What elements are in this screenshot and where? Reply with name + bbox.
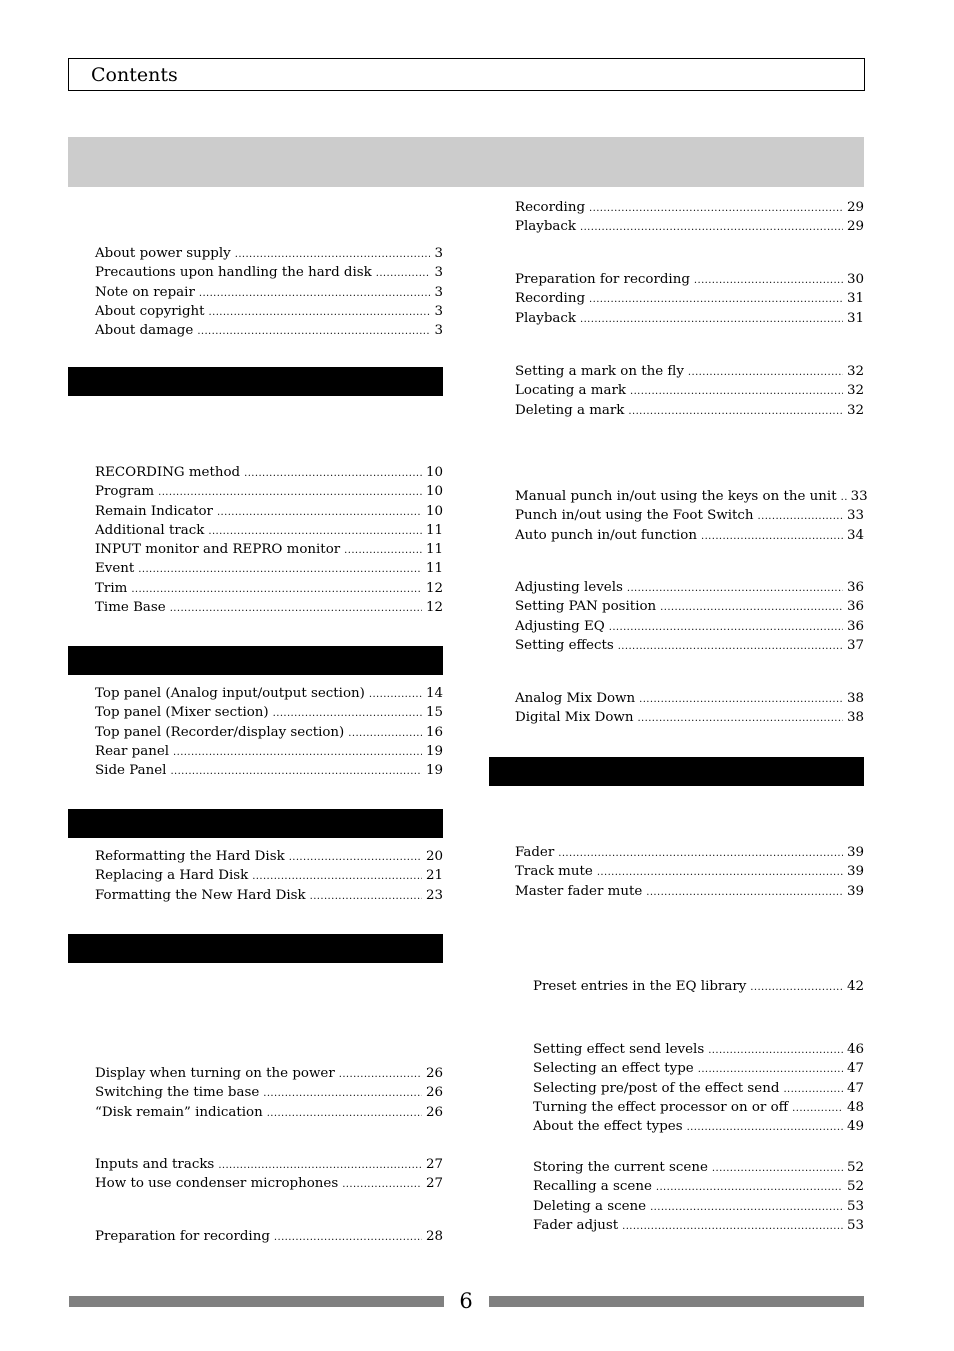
toc-entry <box>533 977 864 996</box>
toc-entry-title: Setting effects <box>515 637 614 653</box>
toc-entry-title: Replacing a Hard Disk <box>95 868 249 884</box>
toc-entry-page: 14 <box>425 686 443 701</box>
toc-leader-dots <box>217 502 422 522</box>
toc-entry <box>515 578 864 597</box>
toc-entry <box>95 684 443 703</box>
toc-entry <box>533 1117 864 1136</box>
toc-entry <box>95 559 443 578</box>
toc-entry-page: 3 <box>434 246 443 261</box>
toc-entry-title: Fader adjust <box>533 1217 619 1233</box>
toc-entry-page: 10 <box>425 503 443 519</box>
toc-leader-dots <box>660 597 843 617</box>
section-bar <box>68 646 443 675</box>
toc-entry-page: 36 <box>846 618 864 634</box>
toc-entry-title: Manual punch in/out using the keys on the unit <box>515 489 837 504</box>
toc-leader-dots <box>694 270 843 290</box>
toc-leader-dots <box>263 1083 422 1103</box>
toc-entry-page: 27 <box>425 1157 443 1172</box>
toc-entry-title: Top panel (Mixer section) <box>95 705 269 721</box>
toc-entry-page: 38 <box>846 710 864 726</box>
toc-entry-title: Playback <box>515 310 577 326</box>
toc-entry-page: 15 <box>425 705 443 721</box>
toc-leader-dots <box>628 401 843 421</box>
toc-entry-title: Master fader mute <box>515 883 643 899</box>
toc-leader-dots <box>650 1197 843 1217</box>
toc-entry-title: RECORDING method <box>95 465 241 480</box>
toc-list <box>515 270 864 328</box>
toc-entry-title: Setting a mark on the fly <box>515 364 684 379</box>
toc-entry-page: 23 <box>425 887 443 903</box>
toc-leader-dots <box>750 977 843 997</box>
toc-leader-dots <box>627 578 843 598</box>
toc-entry <box>95 1083 443 1102</box>
toc-leader-dots <box>637 708 842 728</box>
toc-entry <box>533 1177 864 1196</box>
toc-entry-page: 11 <box>425 542 443 558</box>
section-header-band <box>68 137 864 187</box>
toc-leader-dots <box>218 1155 422 1175</box>
toc-entry-page: 47 <box>846 1080 864 1096</box>
toc-entry-page: 3 <box>434 265 443 281</box>
toc-entry <box>515 526 864 545</box>
toc-leader-dots <box>252 866 422 886</box>
contents-header <box>68 58 865 91</box>
toc-leader-dots <box>580 309 843 329</box>
toc-entry-title: Recording <box>515 291 586 307</box>
toc-entry-page: 33 <box>850 489 868 504</box>
section-bar <box>489 757 864 786</box>
toc-entry <box>515 270 864 289</box>
toc-entry-title: About the effect types <box>533 1119 683 1135</box>
toc-list <box>515 198 864 237</box>
toc-entry-page: 12 <box>425 580 443 596</box>
toc-leader-dots <box>274 1227 422 1247</box>
toc-entry-page: 19 <box>425 763 443 779</box>
toc-entry-page: 19 <box>425 743 443 759</box>
toc-entry-title: Switching the time base <box>95 1085 260 1101</box>
toc-entry-title: Top panel (Recorder/display section) <box>95 724 345 740</box>
toc-entry-page: 29 <box>846 200 864 215</box>
toc-list <box>515 578 864 655</box>
toc-list <box>95 847 443 905</box>
toc-entry-page: 32 <box>846 383 864 399</box>
toc-list <box>515 487 868 545</box>
toc-list <box>533 1040 864 1136</box>
toc-entry <box>95 1103 443 1122</box>
toc-entry <box>95 244 443 263</box>
toc-entry-title: Formatting the New Hard Disk <box>95 887 306 903</box>
toc-entry-page: 39 <box>846 845 864 860</box>
toc-entry-page: 11 <box>425 522 443 538</box>
toc-list <box>95 1227 443 1246</box>
toc-entry-page: 3 <box>434 284 443 300</box>
toc-entry-title: Deleting a scene <box>533 1198 647 1214</box>
toc-list <box>95 244 443 340</box>
toc-leader-dots <box>783 1079 843 1099</box>
toc-entry-page: 30 <box>846 272 864 287</box>
toc-entry-title: How to use condenser microphones <box>95 1176 339 1192</box>
toc-leader-dots <box>712 1158 843 1178</box>
toc-entry <box>533 1216 864 1235</box>
toc-entry <box>95 463 443 482</box>
toc-entry-page: 21 <box>425 868 443 884</box>
toc-entry-page: 46 <box>846 1042 864 1057</box>
toc-entry-title: Fader <box>515 845 555 860</box>
toc-entry-page: 20 <box>425 849 443 864</box>
toc-list <box>533 977 864 996</box>
toc-leader-dots <box>708 1040 843 1060</box>
toc-leader-dots <box>580 217 843 237</box>
toc-entry-page: 32 <box>846 364 864 379</box>
toc-entry-page: 27 <box>425 1176 443 1192</box>
toc-leader-dots <box>688 362 843 382</box>
toc-entry <box>95 886 443 905</box>
toc-entry-title: Preparation for recording <box>515 272 690 287</box>
toc-entry <box>95 321 443 340</box>
toc-entry-title: Recalling a scene <box>533 1179 652 1195</box>
toc-leader-dots <box>170 761 422 781</box>
toc-entry <box>95 482 443 501</box>
toc-entry-title: Setting PAN position <box>515 599 657 615</box>
toc-entry <box>515 289 864 308</box>
toc-leader-dots <box>138 559 422 579</box>
toc-leader-dots <box>376 263 431 283</box>
toc-list <box>95 463 443 617</box>
toc-entry <box>515 597 864 616</box>
toc-entry <box>533 1040 864 1059</box>
toc-entry <box>95 598 443 617</box>
toc-entry <box>515 617 864 636</box>
toc-entry-title: Inputs and tracks <box>95 1157 215 1172</box>
toc-leader-dots <box>639 689 843 709</box>
toc-leader-dots <box>158 482 422 502</box>
toc-entry-title: Time Base <box>95 600 166 616</box>
toc-entry-title: Adjusting levels <box>515 580 623 595</box>
toc-entry-page: 48 <box>846 1099 864 1115</box>
toc-entry-page: 42 <box>846 979 864 994</box>
toc-entry-page: 11 <box>425 561 443 577</box>
toc-leader-dots <box>244 463 422 483</box>
toc-entry-page: 26 <box>425 1066 443 1081</box>
toc-entry-page: 38 <box>846 691 864 706</box>
toc-leader-dots <box>208 521 422 541</box>
toc-entry-title: Display when turning on the power <box>95 1066 335 1081</box>
toc-leader-dots <box>841 487 847 507</box>
toc-entry-title: About copyright <box>95 303 205 319</box>
toc-leader-dots <box>622 1216 843 1236</box>
toc-leader-dots <box>687 1117 843 1137</box>
toc-entry-page: 39 <box>846 864 864 880</box>
toc-leader-dots <box>792 1098 843 1118</box>
toc-entry <box>95 1064 443 1083</box>
toc-entry-title: Locating a mark <box>515 383 626 399</box>
toc-entry-title: Turning the effect processor on or off <box>533 1099 789 1115</box>
toc-leader-dots <box>348 723 422 743</box>
toc-entry-page: 12 <box>425 600 443 616</box>
toc-entry-title: Program <box>95 484 155 500</box>
toc-entry-title: Event <box>95 561 135 577</box>
toc-entry <box>533 1079 864 1098</box>
toc-entry <box>95 1227 443 1246</box>
toc-entry <box>95 263 443 282</box>
toc-entry <box>515 198 864 217</box>
toc-entry-title: Punch in/out using the Foot Switch <box>515 508 754 524</box>
toc-entry <box>95 1155 443 1174</box>
toc-entry-title: Side Panel <box>95 763 167 779</box>
toc-entry-page: 33 <box>846 508 864 524</box>
toc-leader-dots <box>344 540 422 560</box>
toc-entry-page: 31 <box>846 310 864 326</box>
toc-entry <box>533 1098 864 1117</box>
toc-entry-title: Setting effect send levels <box>533 1042 705 1057</box>
toc-entry-title: Top panel (Analog input/output section) <box>95 686 365 701</box>
toc-list <box>533 1158 864 1235</box>
toc-leader-dots <box>701 526 843 546</box>
toc-leader-dots <box>618 636 843 656</box>
toc-entry <box>95 579 443 598</box>
toc-entry-page: 31 <box>846 291 864 307</box>
page-title: Contents <box>91 64 178 86</box>
toc-entry-title: Preset entries in the EQ library <box>533 979 747 994</box>
toc-leader-dots <box>698 1059 843 1079</box>
toc-entry-title: Auto punch in/out function <box>515 527 697 543</box>
toc-entry <box>95 302 443 321</box>
toc-entry <box>95 703 443 722</box>
toc-entry <box>533 1158 864 1177</box>
section-bar <box>68 934 443 963</box>
toc-entry-page: 36 <box>846 580 864 595</box>
toc-entry-page: 53 <box>846 1198 864 1214</box>
toc-entry-page: 28 <box>425 1229 443 1244</box>
toc-leader-dots <box>758 506 843 526</box>
toc-entry-page: 32 <box>846 402 864 418</box>
toc-entry-title: INPUT monitor and REPRO monitor <box>95 542 341 558</box>
toc-entry-page: 36 <box>846 599 864 615</box>
toc-entry-title: Additional track <box>95 522 205 538</box>
section-bar <box>68 367 443 396</box>
toc-entry-title: Track mute <box>515 864 593 880</box>
toc-entry-page: 37 <box>846 637 864 653</box>
toc-entry <box>515 217 864 236</box>
toc-entry <box>515 309 864 328</box>
toc-entry-title: Selecting pre/post of the effect send <box>533 1080 780 1096</box>
toc-list <box>515 689 864 728</box>
toc-entry <box>515 843 864 862</box>
toc-entry <box>515 636 864 655</box>
toc-entry <box>515 862 864 881</box>
toc-entry <box>95 742 443 761</box>
toc-list <box>95 684 443 780</box>
toc-entry-title: About power supply <box>95 246 231 261</box>
toc-entry-title: Note on repair <box>95 284 195 300</box>
toc-entry-page: 53 <box>846 1217 864 1233</box>
toc-leader-dots <box>310 886 422 906</box>
page-number: 6 <box>459 1289 473 1313</box>
toc-entry <box>95 761 443 780</box>
toc-list <box>515 362 864 420</box>
toc-list <box>95 1155 443 1194</box>
toc-entry-page: 26 <box>425 1085 443 1101</box>
toc-entry <box>533 1059 864 1078</box>
toc-leader-dots <box>235 244 431 264</box>
toc-entry <box>515 689 864 708</box>
toc-entry-page: 10 <box>425 465 443 480</box>
toc-entry-page: 39 <box>846 883 864 899</box>
toc-leader-dots <box>289 847 422 867</box>
toc-entry-title: Deleting a mark <box>515 402 625 418</box>
toc-leader-dots <box>646 882 843 902</box>
toc-leader-dots <box>589 198 843 218</box>
toc-entry-page: 3 <box>434 303 443 319</box>
toc-entry-page: 49 <box>846 1119 864 1135</box>
toc-entry <box>515 882 864 901</box>
toc-leader-dots <box>597 862 843 882</box>
toc-leader-dots <box>273 703 422 723</box>
toc-entry-title: Recording <box>515 200 586 215</box>
footer-bar-right <box>489 1296 864 1307</box>
toc-entry <box>515 381 864 400</box>
toc-leader-dots <box>131 579 422 599</box>
toc-entry <box>95 540 443 559</box>
toc-entry-title: “Disk remain” indication <box>95 1104 263 1120</box>
toc-list <box>515 843 864 901</box>
toc-entry <box>95 723 443 742</box>
toc-entry-title: Selecting an effect type <box>533 1061 694 1077</box>
toc-leader-dots <box>173 742 422 762</box>
toc-entry-page: 26 <box>425 1104 443 1120</box>
toc-leader-dots <box>199 283 431 303</box>
toc-leader-dots <box>342 1174 422 1194</box>
toc-entry-title: Remain Indicator <box>95 503 213 519</box>
toc-leader-dots <box>339 1064 422 1084</box>
toc-entry-title: Trim <box>95 580 128 596</box>
toc-entry-title: Reformatting the Hard Disk <box>95 849 285 864</box>
toc-entry <box>95 847 443 866</box>
toc-entry <box>515 487 868 506</box>
toc-leader-dots <box>630 381 843 401</box>
toc-entry-page: 52 <box>846 1160 864 1175</box>
toc-entry-page: 29 <box>846 219 864 235</box>
toc-entry-page: 10 <box>425 484 443 500</box>
footer-bar-left <box>69 1296 444 1307</box>
toc-entry <box>515 401 864 420</box>
toc-entry <box>515 708 864 727</box>
toc-entry-title: Rear panel <box>95 743 170 759</box>
toc-list <box>95 1064 443 1122</box>
toc-leader-dots <box>656 1177 843 1197</box>
toc-leader-dots <box>209 302 431 322</box>
toc-entry <box>95 866 443 885</box>
toc-entry <box>95 1174 443 1193</box>
toc-leader-dots <box>609 617 843 637</box>
toc-leader-dots <box>170 598 422 618</box>
toc-leader-dots <box>197 321 430 341</box>
toc-entry-title: About damage <box>95 323 194 339</box>
section-bar <box>68 809 443 838</box>
toc-entry <box>515 506 864 525</box>
toc-entry-page: 52 <box>846 1179 864 1195</box>
toc-leader-dots <box>369 684 422 704</box>
toc-entry <box>515 362 864 381</box>
toc-leader-dots <box>267 1103 422 1123</box>
toc-entry-title: Analog Mix Down <box>515 691 636 706</box>
toc-leader-dots <box>589 289 843 309</box>
toc-entry-page: 47 <box>846 1061 864 1077</box>
toc-entry-page: 16 <box>425 724 443 740</box>
toc-entry-page: 34 <box>846 527 864 543</box>
toc-entry-title: Precautions upon handling the hard disk <box>95 265 372 281</box>
toc-entry <box>95 521 443 540</box>
toc-leader-dots <box>558 843 843 863</box>
toc-entry-title: Preparation for recording <box>95 1229 270 1244</box>
toc-entry-title: Storing the current scene <box>533 1160 708 1175</box>
toc-entry <box>95 283 443 302</box>
toc-entry-page: 3 <box>434 323 443 339</box>
toc-entry-title: Digital Mix Down <box>515 710 634 726</box>
toc-entry-title: Adjusting EQ <box>515 618 605 634</box>
toc-entry-title: Playback <box>515 219 577 235</box>
toc-entry <box>95 502 443 521</box>
toc-entry <box>533 1197 864 1216</box>
